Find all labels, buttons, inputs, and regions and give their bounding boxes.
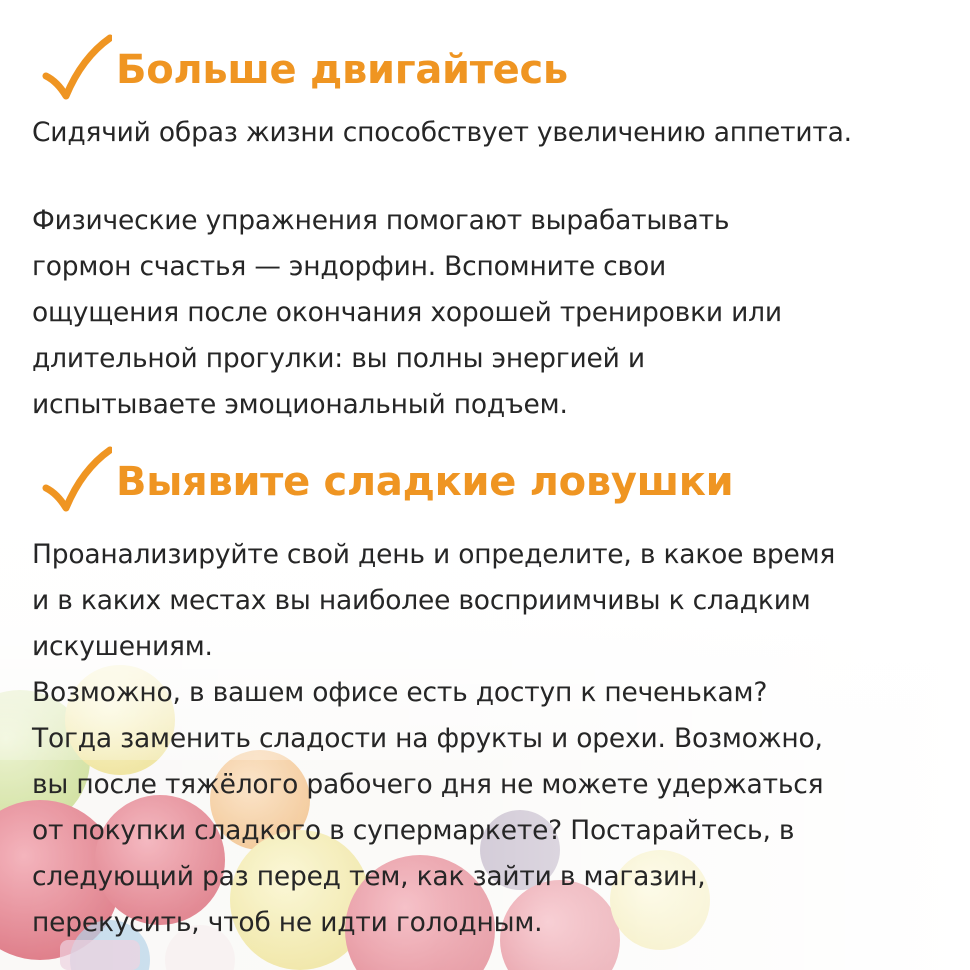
- section-paragraph: [32, 110, 962, 156]
- text-line: и в каких местах вы наиболее восприимчивы к сладким: [32, 585, 811, 616]
- checkmark-icon: [40, 446, 112, 518]
- section-heading-text: Больше двигайтесь: [116, 47, 568, 93]
- checkmark-icon: [40, 34, 112, 106]
- section-heading: [40, 446, 733, 518]
- text-line: Проанализируйте свой день и определите, в какое время: [32, 539, 836, 570]
- text-line: вы после тяжёлого рабочего дня не можете удержаться: [32, 769, 824, 800]
- text-line: ощущения после окончания хорошей тренировки или: [32, 297, 782, 328]
- text-line: перекусить, чтоб не идти голодным.: [32, 907, 543, 938]
- text-line: испытываете эмоциональный подъем.: [32, 389, 568, 420]
- text-line: Физические упражнения помогают вырабатывать: [32, 205, 730, 236]
- section-heading-text: Выявите сладкие ловушки: [116, 459, 734, 505]
- text-line: длительной прогулки: вы полны энергией и: [32, 343, 645, 374]
- text-line: искушениям.: [32, 631, 213, 662]
- section-paragraph: [32, 532, 962, 946]
- text-line: от покупки сладкого в супермаркете? Постарайтесь, в: [32, 815, 795, 846]
- section-heading: [40, 34, 568, 106]
- text-line: гормон счастья — эндорфин. Вспомните свои: [32, 251, 666, 282]
- section-paragraph: [32, 198, 962, 428]
- text-line: Тогда заменить сладости на фрукты и орехи. Возможно,: [32, 723, 823, 754]
- text-line: следующий раз перед тем, как зайти в магазин,: [32, 861, 706, 892]
- text-line: Сидячий образ жизни способствует увеличению аппетита.: [32, 117, 852, 148]
- text-line: Возможно, в вашем офисе есть доступ к печенькам?: [32, 677, 768, 708]
